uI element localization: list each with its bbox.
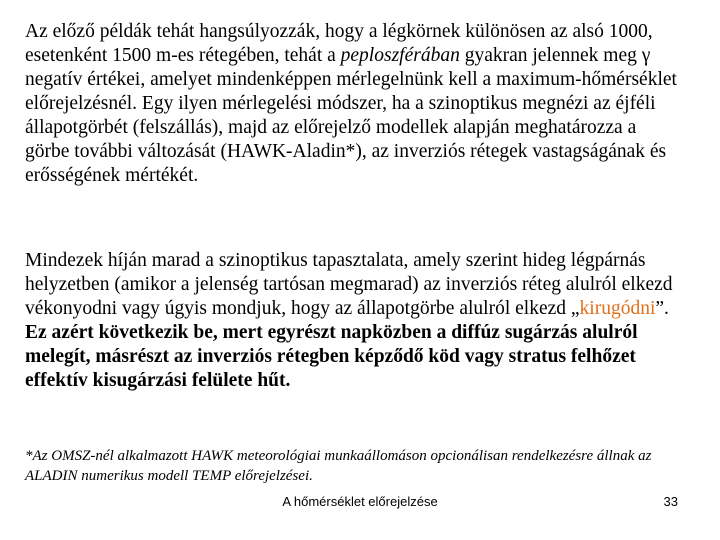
paragraph-1-italic-term: peploszférában bbox=[340, 45, 460, 66]
paragraph-1-text-b: gyakran jelennek meg γ negatív értékei, amelyet mindenképpen mérlegelnünk kell a maximum-hőmérséklet előrejelzésnél. Egy ilyen mérlegelési módszer, ha a szinoptikus megnézi az éjféli állapotgörbét (felszállás), majd az előrejelző modellek alapján meghatározza a görbe további változását (HAWK-Aladin*), az inverziós rétegek vastagságának és erősségének mértékét. bbox=[25, 45, 677, 186]
paragraph-1 bbox=[25, 20, 685, 188]
paragraph-2-text-b: ”. bbox=[655, 298, 669, 319]
footer-title: A hőmérséklet előrejelzése bbox=[282, 494, 438, 509]
paragraph-1-text-a: Az előző példák tehát hangsúlyozzák, hogy a légkörnek különösen az alsó 1000, esetenként 1500 m-es rétegében, tehát a bbox=[25, 21, 653, 66]
paragraph-2-text-a: Mindezek híján marad a szinoptikus tapasztalata, amely szerint hideg légpárnás helyzetben (amikor a jelenség tartósan megmarad) az inverziós réteg alulról elkezd vékonyodni vagy úgyis mondjuk, hogy az állapotgörbe alulról elkezd „ bbox=[25, 250, 673, 319]
paragraph-2-bold-text: Ez azért következik be, mert egyrészt napközben a diffúz sugárzás alulról melegít, másrészt az inverziós rétegben képződő köd vagy stratus felhőzet effektív kisugárzási felülete hűt. bbox=[25, 322, 638, 391]
paragraph-2-highlight-term: kirugódni bbox=[579, 298, 656, 319]
footnote: *Az OMSZ-nél alkalmazott HAWK meteorológiai munkaállomáson opcionálisan rendelkezésre állnak az ALADIN numerikus modell TEMP előrejelzései. bbox=[25, 448, 652, 484]
paragraph-2 bbox=[25, 249, 685, 393]
page-number: 33 bbox=[663, 494, 678, 509]
